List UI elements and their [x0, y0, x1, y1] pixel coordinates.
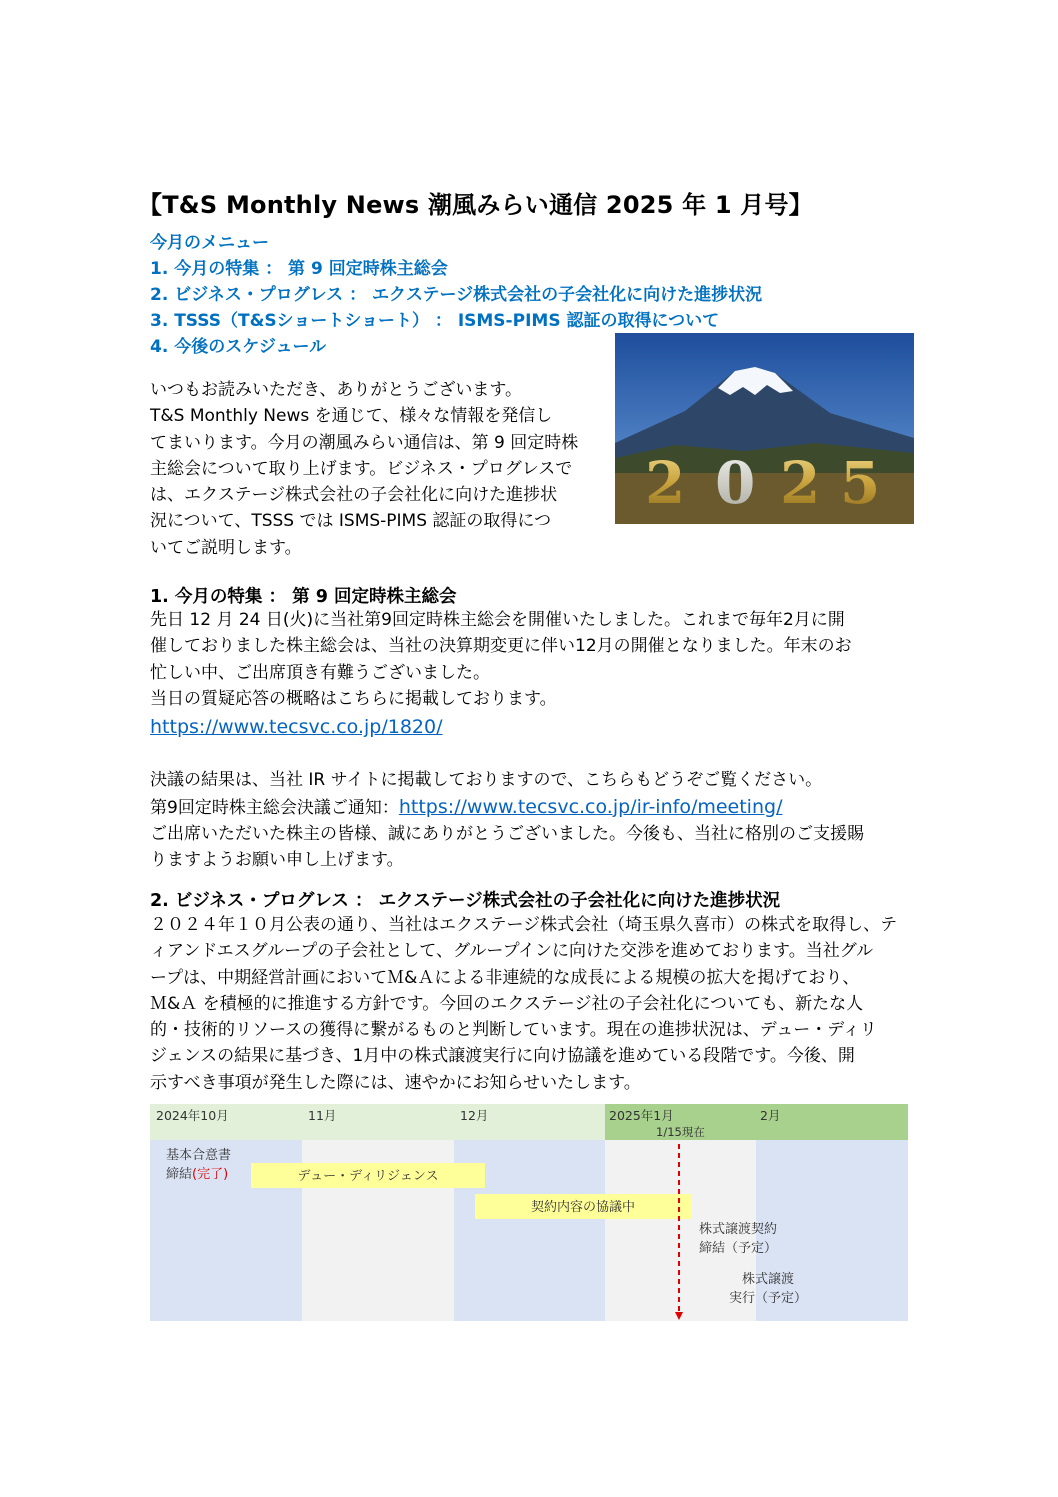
schedule-timeline [150, 1104, 908, 1321]
execution-line1: 株式譲渡 [741, 1272, 794, 1287]
intro-line: てまいります。今月の潮風みらい通信は、第 9 回定時株 [150, 432, 579, 453]
intro-line: 況について、TSSS では ISMS-PIMS 認証の取得につ [150, 511, 552, 532]
menu-item-4: 4. 今後のスケジュール [150, 337, 327, 357]
svg-text:2: 2 [645, 449, 686, 517]
section2-line: ィアンドエスグループの子会社として、グループインに向けた交渉を進めております。当社グル [150, 941, 874, 962]
notice-label: 第9回定時株主総会決議ご通知： [150, 797, 399, 818]
qa-summary-link[interactable]: https://www.tecsvc.co.jp/1820/ [150, 716, 443, 739]
section2-line: ープは、中期経営計画においてＭ&Ａによる非連続的な成長による規模の拡大を掲げており、 [150, 967, 860, 988]
month-nov: 11月 [308, 1108, 337, 1123]
agreement-line2: 締結 [166, 1167, 193, 1182]
month-feb: 2月 [760, 1108, 781, 1123]
menu-heading: 今月のメニュー [150, 233, 269, 253]
intro-line: いつもお読みいただき、ありがとうございます。 [150, 380, 522, 400]
section1-body [150, 607, 910, 874]
svg-text:5: 5 [840, 449, 881, 517]
section1-line: 忙しい中、ご出席頂き有難うございました。 [150, 662, 490, 683]
section1-heading: 1. 今月の特集 ： 第 9 回定時株主総会 [150, 587, 457, 607]
fuji-2025-illustration [615, 333, 914, 524]
agreement-line1: 基本合意書 [166, 1148, 232, 1163]
intro-line: は、エクステージ株式会社の子会社化に向けた進捗状 [150, 485, 558, 506]
section1-line: りますようお願い申し上げます。 [150, 850, 404, 871]
current-date-label: 1/15現在 [656, 1125, 705, 1139]
intro-line: いてご説明します。 [150, 537, 302, 558]
section2-heading: 2. ビジネス・プログレス ： エクステージ株式会社の子会社化に向けた進捗状況 [150, 891, 781, 911]
month-oct-2024: 2024年10月 [156, 1108, 229, 1123]
svg-text:2: 2 [780, 449, 821, 517]
section2-line: ２０２４年１０月公表の通り、当社はエクステージ株式会社（埼玉県久喜市）の株式を取得し、テ [150, 915, 898, 935]
section1-line: 先日 12 月 24 日(火)に当社第9回定時株主総会を開催いたしました。これまで毎年2月に開 [150, 610, 845, 630]
contract-line2: 締結（予定） [698, 1241, 777, 1256]
contract-milestone [698, 1220, 778, 1258]
section1-line: ご出席いただいた株主の皆様、誠にありがとうございました。今後も、当社に格別のご支援賜 [150, 824, 864, 845]
section2-line: 示すべき事項が発生した際には、速やかにお知らせいたします。 [150, 1072, 641, 1093]
section1-line: 決議の結果は、当社 IR サイトに掲載しておりますので、こちらもどうぞご覧ください。 [150, 770, 823, 791]
execution-milestone [728, 1270, 808, 1308]
ir-meeting-link[interactable]: https://www.tecsvc.co.jp/ir-info/meeting/ [398, 795, 783, 818]
negotiation-label: 契約内容の協議中 [530, 1200, 635, 1215]
intro-line: 主総会について取り上げます。ビジネス・プログレスで [150, 458, 573, 479]
month-dec: 12月 [460, 1108, 489, 1123]
menu-item-3: 3. TSSS（T&Sショートショート） ： ISMS-PIMS 認証の取得について [150, 311, 720, 331]
section2-line: ジェンスの結果に基づき、1月中の株式譲渡実行に向け協議を進めている段階です。今後、開 [150, 1046, 855, 1067]
section2-body [150, 912, 910, 1096]
menu-item-1: 1. 今月の特集 ： 第 9 回定時株主総会 [150, 259, 448, 279]
svg-text:0: 0 [715, 449, 756, 517]
section2-line: Ｍ&Ａ を積極的に推進する方針です。今回のエクステージ社の子会社化についても、新たな人 [150, 993, 864, 1014]
month-jan-2025: 2025年1月 [609, 1108, 674, 1123]
execution-line2: 実行（予定） [728, 1291, 807, 1306]
intro-line: T&S Monthly News を通じて、様々な情報を発信し [150, 406, 553, 427]
contract-line1: 株式譲渡契約 [698, 1222, 777, 1237]
agreement-status: (完了) [192, 1167, 229, 1182]
section1-line: 催しておりました株主総会は、当社の決算期変更に伴い12月の開催となりました。年末のお [150, 636, 852, 657]
hero-image [615, 333, 914, 524]
agreement-milestone [166, 1146, 231, 1184]
intro-paragraph [150, 377, 605, 561]
section1-line: 当日の質疑応答の概略はこちらに掲載しております。 [150, 688, 557, 709]
due-diligence-label: デュー・ディリジェンス [297, 1169, 439, 1184]
page-title: 【T&S Monthly News 潮風みらい通信 2025 年 1 月号】 [138, 191, 813, 219]
menu-item-2: 2. ビジネス・プログレス ： エクステージ株式会社の子会社化に向けた進捗状況 [150, 285, 763, 305]
section2-line: 的・技術的リソースの獲得に繋がるものと判断しています。現在の進捗状況は、デュー・ディリ [150, 1020, 877, 1041]
